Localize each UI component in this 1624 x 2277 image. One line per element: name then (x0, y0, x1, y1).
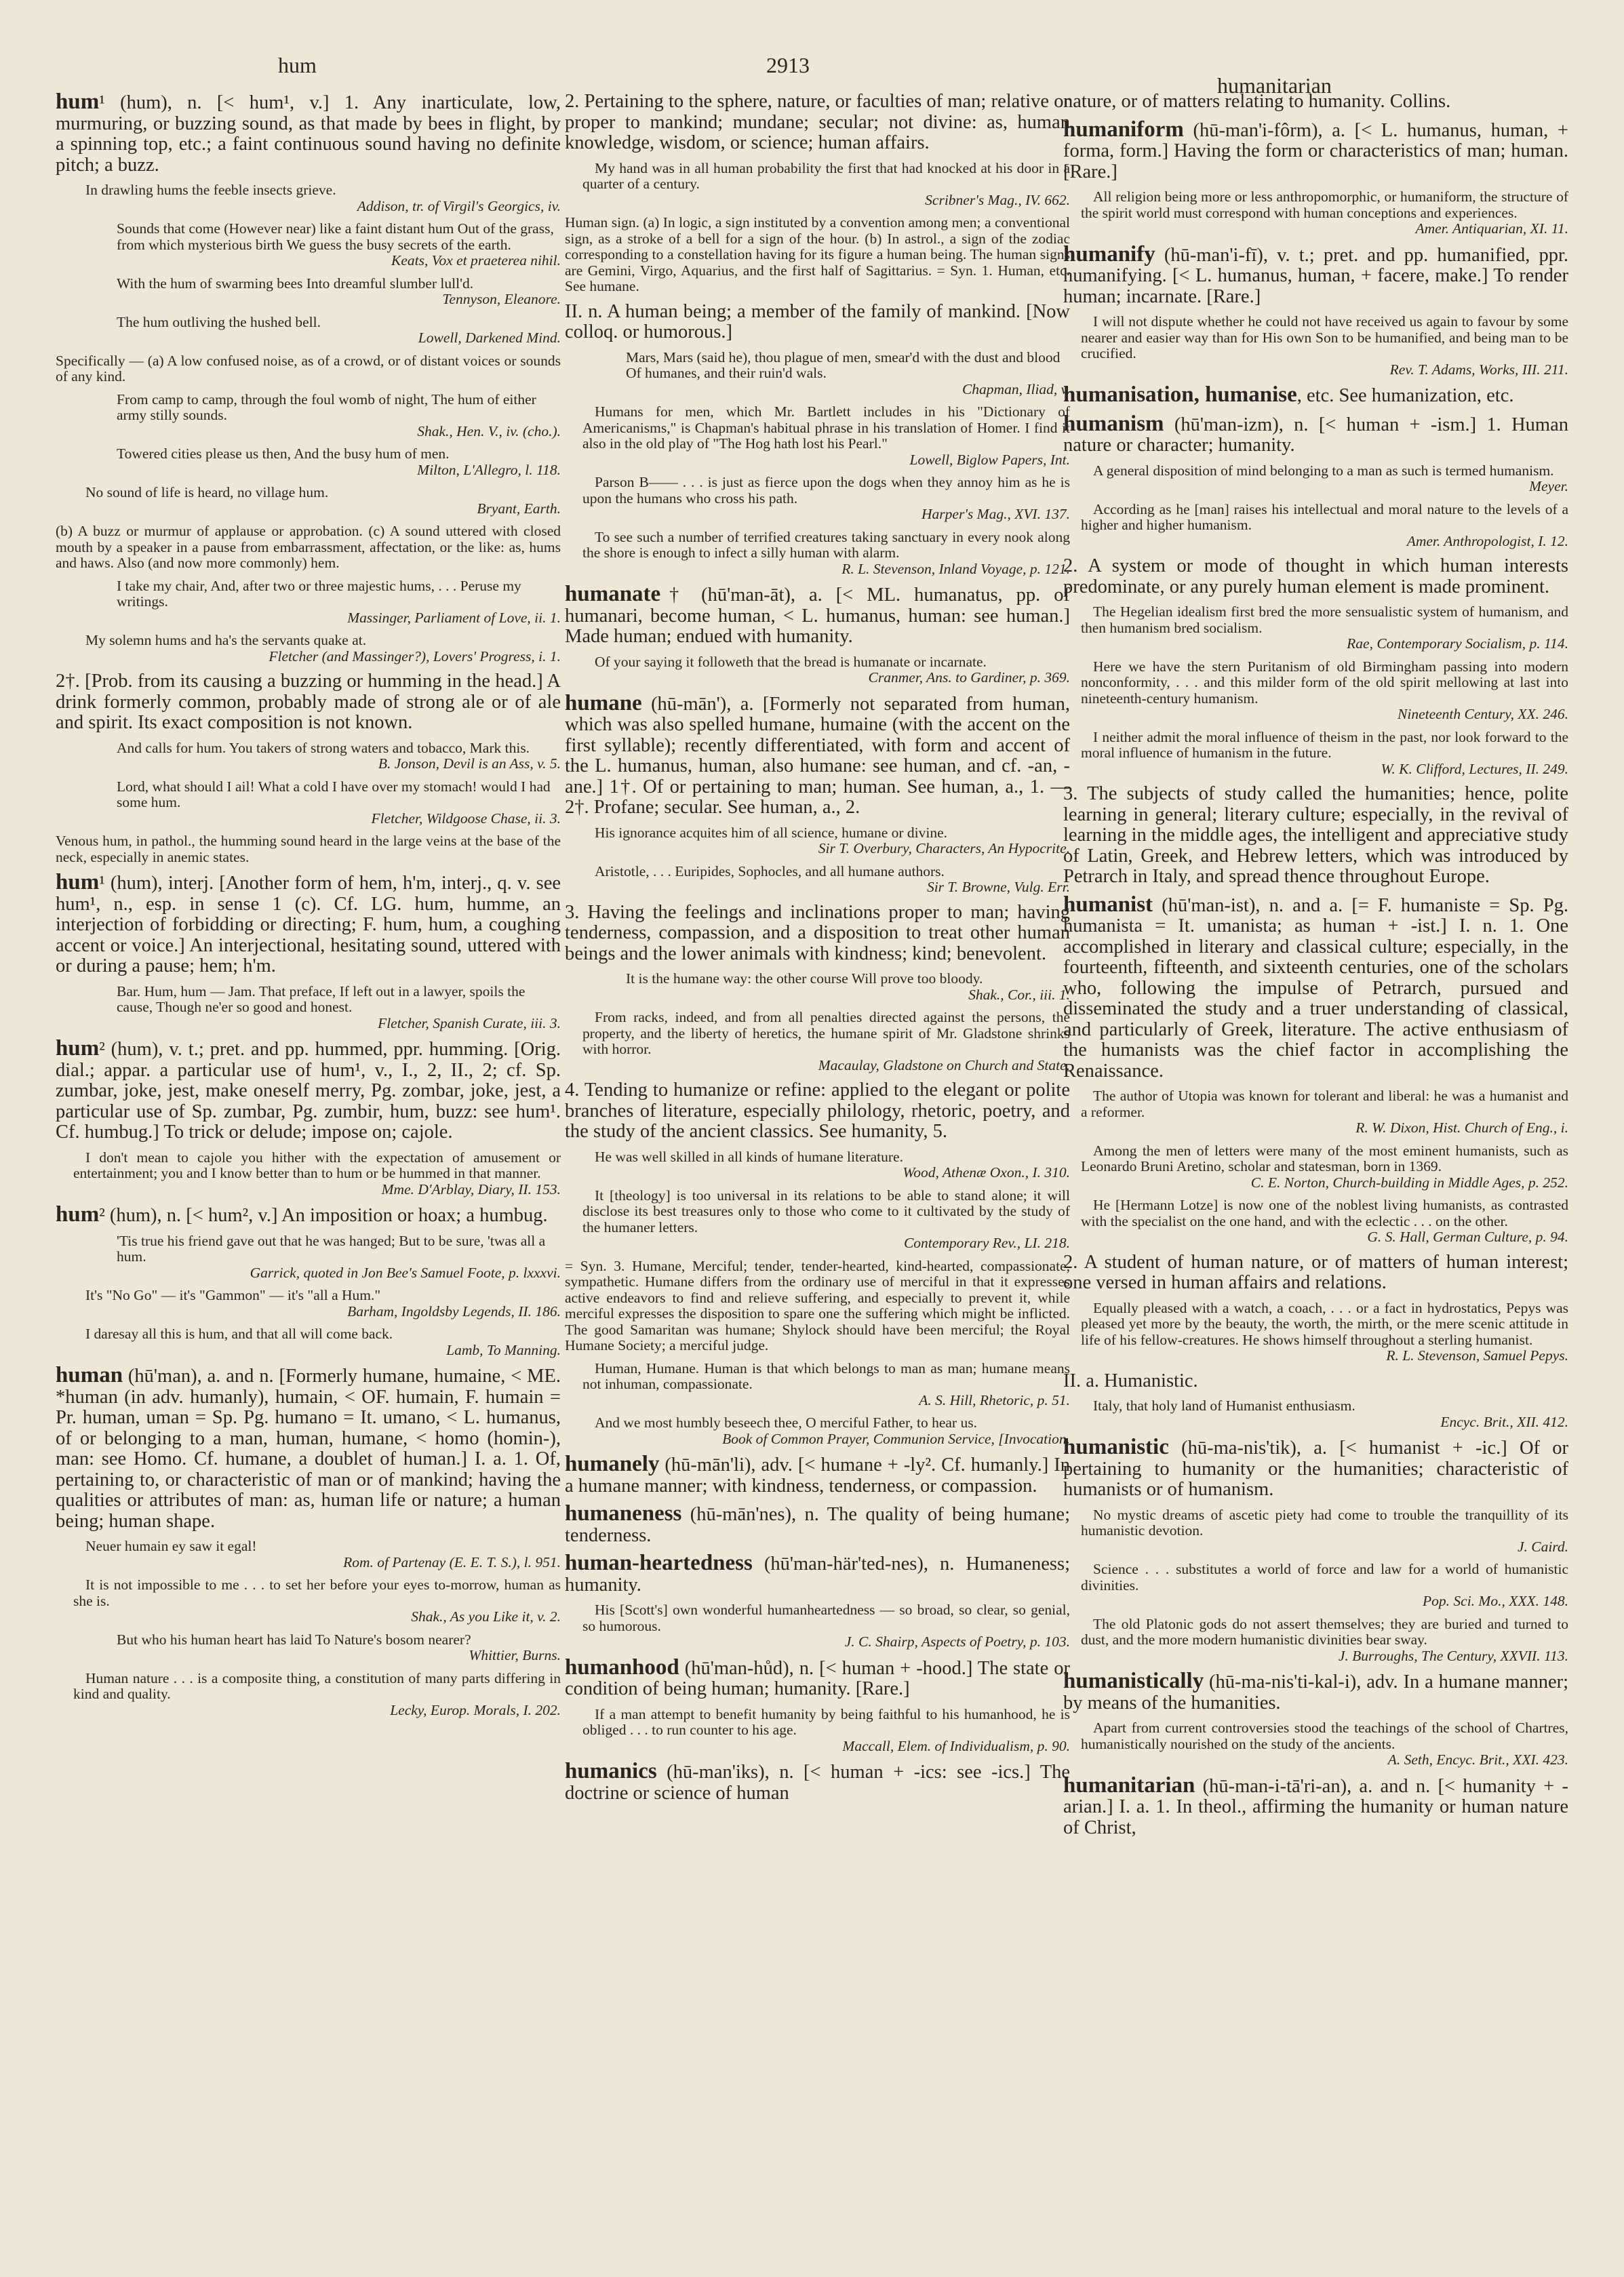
entry (565, 1657, 1070, 1700)
entry-note (56, 523, 561, 572)
citation: Meyer. (1529, 478, 1568, 494)
quotation (1063, 730, 1568, 778)
entry-text: 2. A student of human nature, or of matters of human interest; one versed in human affairs and relations. (1063, 1251, 1568, 1293)
entry (565, 1553, 1070, 1596)
citation: W. K. Clifford, Lectures, II. 249. (1381, 760, 1568, 777)
quotation (1063, 1088, 1568, 1136)
headword: human (56, 1363, 123, 1387)
entry-text: My solemn hums and ha's the servants quake at. (85, 632, 367, 648)
quotation (1063, 1562, 1568, 1610)
entry (565, 903, 1070, 965)
citation: Chapman, Iliad, v. (962, 380, 1070, 397)
quotation (56, 276, 561, 308)
entry-text: Humans for men, which Mr. Bartlett includes in his "Dictionary of Americanisms," is Chapman's habitual phrase in his translation of Homer. I find it also in the old play of "The Hog hath lost his Pearl." (582, 403, 1070, 452)
quotation (1063, 1398, 1568, 1430)
entry-text: From racks, indeed, and from all penalties directed against the persons, the property, and the liberty of heretics, the humane spirit of Mr. Gladstone shrinks with horror. (582, 1009, 1070, 1057)
entry (56, 1038, 561, 1143)
quotation (56, 221, 561, 269)
entry-text: (hū-ma-nis'ti-kal-i), adv. In a humane manner; by means of the humanities. (1063, 1671, 1568, 1714)
entry-text: Among the men of letters were many of the most eminent humanists, such as Leonardo Bruni Aretino, scholar and statesman, born in 1369. (1081, 1142, 1568, 1174)
entry-text: † (hū'man-āt), a. [< ML. humanatus, pp. of humanari, become human, < L. humanus, human: see human.] Made human; endued with humanity. (565, 585, 1070, 647)
column-2 (565, 92, 1070, 2261)
quotation (565, 1149, 1070, 1181)
quotation (1063, 314, 1568, 378)
citation: Barham, Ingoldsby Legends, II. 186. (347, 1303, 561, 1320)
entry-text: In drawling hums the feeble insects grieve. (85, 182, 336, 198)
entry-text: The author of Utopia was known for tolerant and liberal: he was a humanist and a reformer. (1081, 1088, 1568, 1120)
citation: Encyc. Brit., XII. 412. (1440, 1413, 1568, 1430)
entry-text: (b) A buzz or murmur of applause or approbation. (c) A sound uttered with closed mouth by a speaker in a pause from embarrassment, affectation, or the like: as, hums and haws. Also (and now more commonly) hem. (56, 523, 561, 571)
column-3 (1063, 92, 1568, 2261)
entry-text: (hū-man'i-fī), v. t.; pret. and pp. humanified, ppr. humanifying. [< L. humanus, human, + facere, make.] To render human; incarnate. [Rare.] (1063, 244, 1568, 307)
citation: Scribner's Mag., IV. 662. (925, 191, 1070, 208)
headword: humanhood (565, 1655, 679, 1680)
entry (56, 1365, 561, 1532)
entry-text: If a man attempt to benefit humanity by being faithful to his humanhood, he is obliged . . . to run counter to his age. (582, 1705, 1070, 1738)
citation: J. Burroughs, The Century, XXVII. 113. (1338, 1647, 1568, 1664)
citation: Wood, Athenæ Oxon., I. 310. (903, 1164, 1070, 1181)
entry-text: 4. Tending to humanize or refine: applied to the elegant or polite branches of literature, especially philology, rhetoric, poetry, and the study of the ancient classics. See humanity, 5. (565, 1080, 1070, 1142)
entry (565, 584, 1070, 648)
entry-text: (hū-man'i-fôrm), a. [< L. humanus, human, + forma, form.] Having the form or characteristics of man; human. [Rare.] (1063, 119, 1568, 182)
citation: Tennyson, Eleanore. (442, 291, 561, 307)
citation: C. E. Norton, Church-building in Middle Ages, p. 252. (1250, 1174, 1568, 1191)
entry (56, 1204, 561, 1227)
entry-text: He [Hermann Lotze] is now one of the noblest living humanists, as contrasted with the specialist on the one hand, and with the eclectic . . . on the other. (1081, 1197, 1568, 1229)
entry-text: All religion being more or less anthropomorphic, or humaniform, the structure of the spirit world must correspond with human conceptions and experiences. (1081, 189, 1568, 221)
entry-text: ² (hum), v. t.; pret. and pp. hummed, ppr. humming. [Orig. dial.; appar. a particular use of hum¹, v., I., 2, II., 2; cf. Sp. zumbar, joke, jest, make oneself merry, Pg. zombar, joke, jest, a particular use of Sp. zumbar, Pg. zumbir, hum, buzz: see hum¹. Cf. humbug.] To trick or delude; impose on; cajole. (56, 1039, 561, 1143)
quotation (565, 1188, 1070, 1252)
headword: humanitarian (1063, 1773, 1195, 1798)
entry (565, 690, 1070, 818)
citation: Lowell, Biglow Papers, Int. (909, 451, 1070, 468)
quotation (56, 1150, 561, 1198)
citation: Bryant, Earth. (477, 500, 561, 517)
entry (1063, 241, 1568, 308)
citation: J. Caird. (1517, 1538, 1568, 1555)
quotation (56, 984, 561, 1032)
entry-text: Bar. Hum, hum — Jam. That preface, If left out in a lawyer, spoils the cause, Though ne'er so good and honest. (117, 983, 526, 1015)
entry-text: 'Tis true his friend gave out that he was hanged; But to be sure, 'twas all a hum. (117, 1232, 546, 1265)
citation: G. S. Hall, German Culture, p. 94. (1367, 1229, 1568, 1245)
entry-text: (hū-mān'), a. [Formerly not separated from human, which was also spelled humane, humaine (with the accent on the first syllable); recently differentiated, with form and accent of the L. humanus, human, also humane: see human, and cf. -an, -ane.] 1†. Of or pertaining to man; human. See human, a., 1. — 2†. Profane; secular. See human, a., 2. (565, 693, 1070, 818)
entry-text: A general disposition of mind belonging to a man as such is termed humanism. (1093, 462, 1554, 479)
entry-text: 2. Pertaining to the sphere, nature, or faculties of man; relative or proper to mankind; mundane; secular; not divine: as, human knowledge, wisdom, or science; human affairs. (565, 92, 1070, 153)
quotation (56, 1577, 561, 1625)
quotation (565, 404, 1070, 468)
entry-text: But who his human heart has laid To Nature's bosom nearer? (117, 1631, 471, 1648)
headword: humanistic (1063, 1435, 1169, 1459)
entry-text: ¹ (hum), interj. [Another form of hem, h'm, interj., q. v. see hum¹, n., esp. in sense 1 (c). Cf. LG. hum, humme, an interjection of forbidding or directing; F. hum, hum, a coughing accent or voice.] An interjectional, hesitating sound, uttered with or during a pause; hem; h'm. (56, 873, 561, 976)
quotation (56, 315, 561, 346)
headword: humaniform (1063, 117, 1184, 142)
entry-text: (hū-mān'nes), n. The quality of being humane; tenderness. (565, 1504, 1070, 1546)
entry-text: Lord, what should I ail! What a cold I have over my stomach! would I had some hum. (117, 778, 551, 810)
entry-text: And we most humbly beseech thee, O merciful Father, to hear us. (595, 1414, 977, 1431)
entry-text: (hū-man-i-tā'ri-an), a. and n. [< humanity + -arian.] I. a. 1. In theol., affirming the humanity or human nature of Christ, (1063, 1775, 1568, 1838)
entry (56, 872, 561, 977)
quotation (56, 392, 561, 440)
headword: hum (56, 870, 100, 894)
entry (565, 1454, 1070, 1497)
citation: J. C. Shairp, Aspects of Poetry, p. 103. (844, 1634, 1070, 1650)
quotation (1063, 1143, 1568, 1191)
entry-text: Specifically — (a) A low confused noise, as of a crowd, or of distant voices or sounds of any kind. (56, 352, 561, 384)
entry-text: I don't mean to cajole you hither with the expectation of amusement or entertainment; you and I know better than to hum or be hummed in that manner. (73, 1149, 561, 1181)
quotation (565, 1010, 1070, 1073)
citation: Rae, Contemporary Socialism, p. 114. (1347, 635, 1568, 652)
entry-text: Parson B—— . . . is just as fierce upon the dogs when they annoy him as he is upon the humans who cross his path. (582, 474, 1070, 507)
citation: Lecky, Europ. Morals, I. 202. (390, 1701, 561, 1718)
entry-text: To see such a number of terrified creatures taking sanctuary in every nook along the shore is enough to infect a silly human with alarm. (582, 528, 1070, 561)
entry-text: = Syn. 3. Humane, Merciful; tender, tender-hearted, kind-hearted, compassionate, sympathetic. Humane differs from the ordinary use of merciful in that it expresses active endeavors to find and relieve suffering, and especially to prevent it, while merciful expresses the disposition to spare one the suffering which might be inflicted. The good Samaritan was humane; Shylock should have been merciful; the Royal Humane Society; a merciful judge. (565, 1257, 1070, 1353)
column-1 (56, 92, 561, 2261)
entry-text: Science . . . substitutes a world of force and law for a world of humanistic divinities. (1081, 1561, 1568, 1593)
entry-text: 2†. [Prob. from its causing a buzzing or humming in the head.] A drink formerly common, probably made of strong ale or of ale and spirit. Its exact composition is not known. (56, 671, 561, 733)
entry (56, 671, 561, 734)
citation: Rev. T. Adams, Works, III. 211. (1389, 361, 1568, 378)
citation: Massinger, Parliament of Love, ii. 1. (347, 609, 561, 626)
headword: humaneness (565, 1501, 682, 1526)
entry-text: Italy, that holy land of Humanist enthusiasm. (1093, 1398, 1355, 1414)
quotation (56, 578, 561, 627)
entry-text: It [theology] is too universal in its relations to be able to stand alone; it will disclose its best treasures only to those who come to it cultivated by the study of the humaner letters. (582, 1187, 1070, 1235)
entry (1063, 894, 1568, 1082)
entry-text: nature, or of matters relating to humanity. Collins. (1063, 92, 1451, 112)
entry-text: I daresay all this is hum, and that all will come back. (85, 1326, 393, 1342)
entry-text: Human nature . . . is a composite thing, a constitution of many parts differing in kind and quality. (73, 1669, 561, 1702)
citation: Mme. D'Arblay, Diary, II. 153. (381, 1181, 561, 1197)
entry-text: (hū-mān'li), adv. [< humane + -ly². Cf. humanly.] In a humane manner; with kindness, tenderness, or compassion. (565, 1454, 1070, 1497)
entry-text: (hū'man-izm), n. [< human + -ism.] 1. Human nature or character; humanity. (1063, 414, 1568, 456)
citation: Shak., Cor., iii. 1. (968, 986, 1070, 1003)
entry-text: Here we have the stern Puritanism of old Birmingham passing into modern nonconformity, . . . and this milder form of the old spirit mellowing at last into nineteenth-century humanism. (1081, 658, 1568, 707)
entry (1063, 1252, 1568, 1294)
entry-text: II. a. Humanistic. (1063, 1370, 1198, 1391)
headword: humanely (565, 1452, 660, 1476)
entry-text: No sound of life is heard, no village hum. (85, 484, 329, 500)
quotation (565, 864, 1070, 896)
entry-text: Human sign. (a) In logic, a sign instituted by a convention among men; a conventional sign, as a stroke of a bell for a sign of the hour. (b) In astrol., a sign of the zodiac corresponding to a constellation having for its figure a human being. The human signs are Gemini, Virgo, Aquarius, and the first half of Sagittarius. = Syn. 1. Human, etc. See humane. (565, 214, 1070, 294)
quotation (56, 485, 561, 517)
quotation (56, 446, 561, 478)
entry-text: Of your saying it followeth that the bread is humanate or incarnate. (595, 653, 987, 670)
entry-text: Equally pleased with a watch, a coach, . . . or a fact in hydrostatics, Pepys was pleased yet more by the beauty, the worth, the mirth, or the mere scenic attitude in life of his fellow-creatures. He shows himself throughout a sterling humanist. (1081, 1299, 1568, 1348)
entry-note (56, 833, 561, 865)
entry-text: Mars, Mars (said he), thou plague of men, smear'd with the dust and blood Of humanes, and their ruin'd wals. (626, 349, 1061, 381)
citation: Pop. Sci. Mo., XXX. 148. (1423, 1593, 1568, 1609)
quotation (565, 350, 1070, 398)
quotation (565, 1602, 1070, 1650)
entry-text: The Hegelian idealism first bred the more sensualistic system of humanism, and then humanism bred socialism. (1081, 603, 1568, 636)
entry-text: Aristotle, . . . Euripides, Sophocles, and all humane authors. (595, 863, 945, 879)
citation: Whittier, Burns. (469, 1647, 561, 1663)
entry-text: Towered cities please us then, And the busy hum of men. (117, 446, 450, 462)
entry (565, 92, 1070, 154)
running-head-left: hum (278, 53, 317, 77)
running-head-right: humanitarian (1217, 73, 1332, 98)
citation: Amer. Anthropologist, I. 12. (1406, 532, 1568, 549)
entry-text: His ignorance acquites him of all science, humane or divine. (595, 824, 948, 841)
quotation (56, 1233, 561, 1282)
entry-text: No mystic dreams of ascetic piety had come to trouble the tranquillity of its humanistic devotion. (1081, 1506, 1568, 1539)
headword: humanism (1063, 411, 1164, 436)
quotation (565, 654, 1070, 686)
quotation (1063, 502, 1568, 550)
quotation (56, 182, 561, 214)
headword: humanate (565, 582, 661, 606)
entry-text: The old Platonic gods do not assert themselves; they are buried and turned to dust, and the more modern humanistic divinities bear sway. (1081, 1615, 1568, 1648)
entry-text: It is the humane way: the other course Will prove too bloody. (626, 970, 983, 987)
entry-text: ² (hum), n. [< hum², v.] An imposition or hoax; a humbug. (99, 1205, 548, 1226)
citation: R. W. Dixon, Hist. Church of Eng., i. (1355, 1120, 1568, 1136)
headword: humanist (1063, 892, 1153, 917)
entry-text: He was well skilled in all kinds of humane literature. (595, 1148, 903, 1165)
entry-text: 3. Having the feelings and inclinations proper to man; having tenderness, compassion, and a disposition to treat other human beings and the lower animals with kindness; kind; benevolent. (565, 901, 1070, 964)
entry-text: With the hum of swarming bees Into dreamful slumber lull'd. (117, 275, 474, 292)
entry-text: ¹ (hum), n. [< hum¹, v.] 1. Any inarticulate, low, murmuring, or buzzing sound, as that made by bees in flight, by a spinning top, etc.; a faint continuous sound having no definite pitch; a buzz. (56, 92, 561, 176)
entry-text: (hū'man-ist), n. and a. [= F. humaniste = Sp. Pg. humanista = It. umanista; as human + -ist.] I. n. 1. One accomplished in literary and classical culture; especially, in the fourteenth, fifteenth, and sixteenth centuries, one of the scholars who, following the impulse of Petrarch, pursued and disseminated the study and a truer understanding of classical, and particularly of Greek, literature. The active enthusiasm of the humanists was the chief factor in accomplishing the Renaissance. (1063, 894, 1568, 1082)
citation: Contemporary Rev., LI. 218. (903, 1235, 1070, 1251)
entry (1063, 556, 1568, 597)
citation: Nineteenth Century, XX. 246. (1398, 706, 1568, 722)
quotation (56, 1539, 561, 1570)
entry (1063, 384, 1568, 407)
citation: Amer. Antiquarian, XI. 11. (1415, 220, 1568, 237)
entry-text: Sounds that come (However near) like a faint distant hum Out of the grass, from which mysterious birth We guess the busy secrets of the earth. (117, 220, 554, 253)
entry-text: His [Scott's] own wonderful humanheartedness — so broad, so clear, so genial, so humorous. (582, 1602, 1070, 1634)
quotation (565, 475, 1070, 523)
citation: R. L. Stevenson, Inland Voyage, p. 121. (841, 560, 1070, 577)
entry-text: Human, Humane. Human is that which belongs to man as man; humane means not inhuman, compassionate. (582, 1360, 1070, 1392)
entry-text: (hū'man-här'ted-nes), n. Humaneness; humanity. (565, 1553, 1070, 1596)
citation: Rom. of Partenay (E. E. T. S.), l. 951. (343, 1553, 561, 1570)
entry (1063, 1437, 1568, 1501)
entry-text: II. n. A human being; a member of the family of mankind. [Now colloq. or humorous.] (565, 300, 1070, 342)
quotation (565, 161, 1070, 209)
entry-text: The hum outliving the hushed bell. (117, 313, 321, 330)
entry-text: I will not dispute whether he could not have received us again to favour by some nearer and easier way than for His own Son to be humanified, and being man to be crucified. (1081, 313, 1568, 361)
headword: humane (565, 690, 642, 715)
citation: Lowell, Darkened Mind. (418, 330, 561, 346)
entry-note (565, 1259, 1070, 1354)
quotation (565, 1707, 1070, 1755)
citation: Maccall, Elem. of Individualism, p. 90. (842, 1737, 1070, 1754)
entry-text: I take my chair, And, after two or three majestic hums, . . . Peruse my writings. (117, 577, 521, 610)
entry (1063, 411, 1568, 456)
entry (565, 302, 1070, 343)
quotation (1063, 463, 1568, 495)
citation: Shak., Hen. V., iv. (cho.). (417, 422, 561, 439)
entry (1063, 1371, 1568, 1392)
citation: B. Jonson, Devil is an Ass, v. 5. (378, 755, 561, 772)
citation: Cranmer, Ans. to Gardiner, p. 369. (868, 669, 1070, 686)
entry-text: It is not impossible to me . . . to set her before your eyes to-morrow, human as she is. (73, 1577, 561, 1609)
entry (1063, 92, 1568, 113)
quotation (56, 633, 561, 665)
entry-text: Neuer humain ey saw it egal! (85, 1538, 257, 1554)
entry-note (565, 215, 1070, 295)
quotation (565, 1415, 1070, 1447)
entry-text: It's "No Go" — it's "Gammon" — it's "all a Hum." (85, 1287, 381, 1303)
entry-text: 2. A system or mode of thought in which human interests predominate, or any purely human element is made prominent. (1063, 555, 1568, 597)
entry-text: From camp to camp, through the foul womb of night, The hum of either army stilly sounds. (117, 391, 536, 423)
citation: Sir T. Overbury, Characters, An Hypocrite. (818, 840, 1070, 856)
entry (565, 1080, 1070, 1143)
quotation (1063, 604, 1568, 652)
quotation (56, 1632, 561, 1664)
citation: A. Seth, Encyc. Brit., XXI. 423. (1387, 1751, 1568, 1768)
quotation (1063, 1507, 1568, 1556)
headword: human-heartedness (565, 1551, 753, 1575)
citation: Book of Common Prayer, Communion Service, [Invocation. (722, 1430, 1070, 1447)
citation: Macaulay, Gladstone on Church and State. (818, 1056, 1070, 1073)
entry-text: My hand was in all human probability the first that had knocked at his door in a quarter of a century. (582, 159, 1070, 192)
citation: Keats, Vox et praeterea nihil. (391, 252, 561, 269)
entry (565, 1761, 1070, 1804)
quotation (565, 825, 1070, 857)
entry-text: According as he [man] raises his intellectual and moral nature to the levels of a higher and higher humanism. (1081, 500, 1568, 533)
entry-text: Apart from current controversies stood the teachings of the school of Chartres, humanistically nourished on the study of the ancients. (1081, 1720, 1568, 1752)
entry (56, 92, 561, 176)
citation: Sir T. Browne, Vulg. Err. (926, 879, 1070, 895)
quotation (1063, 1720, 1568, 1768)
quotation (1063, 1617, 1568, 1665)
quotation (56, 740, 561, 772)
headword: hum (56, 1036, 100, 1061)
entry-text: (hū-ma-nis'tik), a. [< humanist + -ic.] Of or pertaining to humanity or the humanities; characteristic of humanists or of humanism. (1063, 1438, 1568, 1500)
citation: Addison, tr. of Virgil's Georgics, iv. (357, 197, 561, 214)
quotation (56, 1326, 561, 1358)
citation: Fletcher, Wildgoose Chase, ii. 3. (371, 810, 561, 827)
entry-text: (hū'man), a. and n. [Formerly humane, humaine, < ME. *human (in adv. humanly), humain, < OF. humain, F. humain = Pr. human, uman = Sp. Pg. humano = It. umano, < L. humanus, of or belonging to a man, human, humane, < homo (homin-), man: see Homo. Cf. humane, a doublet of human.] I. a. 1. Of, pertaining to, or characteristic of man or of mankind; having the qualities or attributes of man: as, human life or nature; a human being; human shape. (56, 1366, 561, 1532)
entry-text: I neither admit the moral influence of theism in the past, nor look forward to the moral influence of humanism in the future. (1081, 728, 1568, 761)
citation: R. L. Stevenson, Samuel Pepys. (1386, 1347, 1568, 1364)
entry-note (56, 353, 561, 385)
entry (565, 1503, 1070, 1546)
quotation (1063, 659, 1568, 723)
citation: Harper's Mag., XVI. 137. (922, 506, 1070, 522)
headword: humanics (565, 1759, 657, 1783)
citation: Milton, L'Allegro, l. 118. (417, 461, 561, 478)
entry (1063, 119, 1568, 183)
entry-text: (hū'man-hůd), n. [< human + -hood.] The state or condition of being human; humanity. [Rare.] (565, 1657, 1070, 1699)
headword: hum (56, 1202, 100, 1227)
entry-text: (hū-man'iks), n. [< human + -ics: see -ics.] The doctrine or science of human (565, 1762, 1070, 1804)
entry-text: And calls for hum. You takers of strong waters and tobacco, Mark this. (117, 739, 530, 756)
citation: Shak., As you Like it, v. 2. (411, 1608, 561, 1625)
citation: Fletcher (and Massinger?), Lovers' Progress, i. 1. (269, 648, 561, 665)
citation: A. S. Hill, Rhetoric, p. 51. (919, 1391, 1070, 1408)
quotation (56, 1671, 561, 1719)
quotation (1063, 1197, 1568, 1246)
entry-text: 3. The subjects of study called the humanities; hence, polite learning in general; literary culture; especially, in the revival of learning in the middle ages, the intelligent and appreciative study of Latin, Greek, and Hebrew letters, which was introduced by Petrarch in Italy, and spread thence throughout Europe. (1063, 783, 1568, 887)
quotation (565, 530, 1070, 578)
quotation (565, 971, 1070, 1003)
citation: Garrick, quoted in Jon Bee's Samuel Foote, p. lxxxvi. (250, 1264, 561, 1281)
headword: humanistically (1063, 1669, 1204, 1693)
headword: humanify (1063, 241, 1155, 266)
quotation (565, 1361, 1070, 1409)
quotation (56, 779, 561, 827)
entry-text: , etc. See humanization, etc. (1296, 385, 1514, 406)
entry (1063, 1671, 1568, 1714)
entry-text: Venous hum, in pathol., the humming sound heard in the large veins at the base of the neck, especially in anemic states. (56, 833, 561, 865)
quotation (56, 1288, 561, 1320)
page-number: 2913 (766, 53, 810, 77)
quotation (1063, 189, 1568, 237)
headword: hum (56, 92, 100, 114)
headword: humanisation, humanise (1063, 382, 1297, 407)
citation: Lamb, To Manning. (446, 1341, 561, 1358)
entry (1063, 784, 1568, 888)
quotation (1063, 1301, 1568, 1364)
citation: Fletcher, Spanish Curate, iii. 3. (378, 1014, 561, 1031)
entry (1063, 1775, 1568, 1839)
